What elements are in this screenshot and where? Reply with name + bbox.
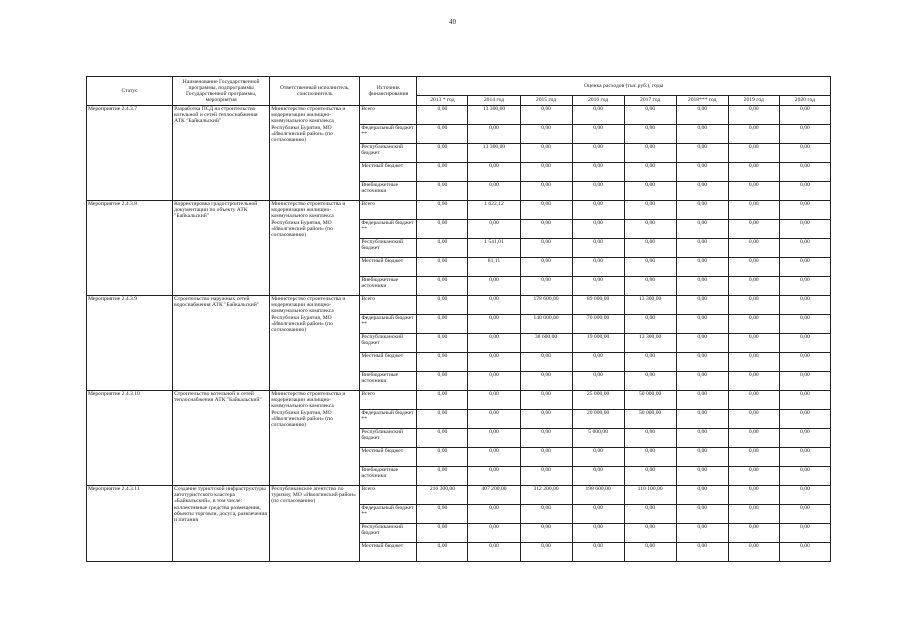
amount-cell: 19 000,00 bbox=[572, 334, 624, 353]
amount-cell: 0,00 bbox=[417, 448, 468, 467]
amount-cell: 89 000,00 bbox=[572, 296, 624, 315]
amount-cell: 0,00 bbox=[417, 220, 468, 239]
measure-name-cell: Создание туристской инфраструктуры автотуристского кластера «Байкальский», в том числе: коллективные средства размещения, объекты торговли, досуга, развлечения и питания bbox=[173, 486, 270, 562]
funding-source-cell: Республиканский бюджет bbox=[360, 144, 417, 163]
funding-source-cell: Федеральный бюджет ** bbox=[360, 125, 417, 144]
amount-cell: 0,00 bbox=[417, 391, 468, 410]
amount-cell: 0,00 bbox=[728, 315, 779, 334]
amount-cell: 0,00 bbox=[779, 106, 830, 125]
funding-source-cell: Федеральный бюджет ** bbox=[360, 315, 417, 334]
amount-cell: 0,00 bbox=[572, 372, 624, 391]
amount-cell: 50 000,00 bbox=[624, 410, 676, 429]
amount-cell: 0,00 bbox=[676, 125, 728, 144]
amount-cell: 0,00 bbox=[572, 182, 624, 201]
header-year: 2017 год bbox=[624, 96, 676, 106]
amount-cell: 0,00 bbox=[624, 315, 676, 334]
amount-cell: 1 622,12 bbox=[468, 201, 520, 220]
amount-cell: 0,00 bbox=[417, 524, 468, 543]
amount-cell: 0,00 bbox=[624, 448, 676, 467]
amount-cell: 0,00 bbox=[676, 391, 728, 410]
amount-cell: 0,00 bbox=[520, 277, 572, 296]
amount-cell: 0,00 bbox=[728, 106, 779, 125]
amount-cell: 0,00 bbox=[520, 106, 572, 125]
amount-cell: 0,00 bbox=[779, 353, 830, 372]
amount-cell: 178 600,00 bbox=[520, 296, 572, 315]
amount-cell: 0,00 bbox=[417, 372, 468, 391]
funding-source-cell: Внебюджетные источники bbox=[360, 182, 417, 201]
amount-cell: 0,00 bbox=[728, 353, 779, 372]
funding-source-cell: Внебюджетные источники bbox=[360, 277, 417, 296]
header-year: 2015 год bbox=[520, 96, 572, 106]
amount-cell: 0,00 bbox=[624, 429, 676, 448]
status-cell: Мероприятие 2.4.3.7 bbox=[87, 106, 173, 201]
amount-cell: 0,00 bbox=[624, 125, 676, 144]
funding-source-cell: Республиканский бюджет bbox=[360, 334, 417, 353]
amount-cell: 0,00 bbox=[624, 277, 676, 296]
amount-cell: 0,00 bbox=[676, 277, 728, 296]
amount-cell: 0,00 bbox=[624, 258, 676, 277]
amount-cell: 0,00 bbox=[417, 239, 468, 258]
amount-cell: 0,00 bbox=[676, 353, 728, 372]
amount-cell: 0,00 bbox=[468, 391, 520, 410]
amount-cell: 0,00 bbox=[572, 239, 624, 258]
amount-cell: 0,00 bbox=[572, 125, 624, 144]
budget-table bbox=[86, 76, 831, 562]
amount-cell: 0,00 bbox=[520, 391, 572, 410]
amount-cell: 0,00 bbox=[468, 448, 520, 467]
amount-cell: 0,00 bbox=[676, 410, 728, 429]
amount-cell: 0,00 bbox=[676, 106, 728, 125]
table-row bbox=[87, 296, 831, 315]
page-number: 40 bbox=[449, 18, 456, 26]
funding-source-cell: Республиканский бюджет bbox=[360, 239, 417, 258]
amount-cell: 0,00 bbox=[624, 144, 676, 163]
executor-cell: Министерство строительства и модернизации жилищно-коммунального комплекса Республики Бурятия, МО «Иволгинский район» (по согласованию) bbox=[270, 296, 360, 391]
amount-cell: 0,00 bbox=[676, 296, 728, 315]
amount-cell: 0,00 bbox=[779, 505, 830, 524]
amount-cell: 0,00 bbox=[417, 505, 468, 524]
amount-cell: 5 000,00 bbox=[572, 429, 624, 448]
amount-cell: 0,00 bbox=[417, 353, 468, 372]
amount-cell: 0,00 bbox=[676, 220, 728, 239]
amount-cell: 0,00 bbox=[417, 467, 468, 486]
amount-cell: 0,00 bbox=[572, 543, 624, 562]
amount-cell: 0,00 bbox=[728, 239, 779, 258]
executor-cell: Министерство строительства и модернизации жилищно-коммунального комплекса Республики Бурятия, МО «Иволгинский район» (по согласованию) bbox=[270, 201, 360, 296]
executor-cell: Министерство строительства и модернизации жилищно-коммунального комплекса Республики Бурятия, МО «Иволгинский район» (по согласованию) bbox=[270, 106, 360, 201]
header-executor: Ответственный исполнитель, соисполнитель bbox=[270, 77, 360, 106]
amount-cell: 13 300,00 bbox=[468, 144, 520, 163]
amount-cell: 0,00 bbox=[779, 429, 830, 448]
amount-cell: 407 200,00 bbox=[468, 486, 520, 505]
amount-cell: 0,00 bbox=[728, 410, 779, 429]
amount-cell: 0,00 bbox=[417, 429, 468, 448]
amount-cell: 0,00 bbox=[779, 296, 830, 315]
amount-cell: 0,00 bbox=[468, 524, 520, 543]
amount-cell: 0,00 bbox=[468, 543, 520, 562]
amount-cell: 0,00 bbox=[520, 201, 572, 220]
amount-cell: 0,00 bbox=[728, 144, 779, 163]
amount-cell: 0,00 bbox=[728, 125, 779, 144]
amount-cell: 0,00 bbox=[676, 448, 728, 467]
amount-cell: 0,00 bbox=[468, 296, 520, 315]
measure-name-cell: Корректировка градостроительной документации по объекту АТК "Байкальский" bbox=[173, 201, 270, 296]
measure-name-cell: Строительство наружных сетей водоснабжения АТК "Байкальский" bbox=[173, 296, 270, 391]
amount-cell: 0,00 bbox=[572, 163, 624, 182]
amount-cell: 0,00 bbox=[520, 467, 572, 486]
amount-cell: 0,00 bbox=[779, 486, 830, 505]
amount-cell: 312 200,00 bbox=[520, 486, 572, 505]
amount-cell: 0,00 bbox=[572, 467, 624, 486]
amount-cell: 0,00 bbox=[572, 220, 624, 239]
funding-source-cell: Внебюджетные источники bbox=[360, 467, 417, 486]
amount-cell: 0,00 bbox=[417, 315, 468, 334]
funding-source-cell: Местный бюджет bbox=[360, 353, 417, 372]
amount-cell: 0,00 bbox=[728, 448, 779, 467]
amount-cell: 0,00 bbox=[572, 106, 624, 125]
amount-cell: 0,00 bbox=[624, 182, 676, 201]
amount-cell: 0,00 bbox=[417, 258, 468, 277]
amount-cell: 0,00 bbox=[676, 315, 728, 334]
header-year: 2020 год bbox=[779, 96, 830, 106]
header-status: Статус bbox=[87, 77, 173, 106]
funding-source-cell: Всего bbox=[360, 201, 417, 220]
amount-cell: 0,00 bbox=[779, 315, 830, 334]
funding-source-cell: Всего bbox=[360, 486, 417, 505]
amount-cell: 0,00 bbox=[676, 163, 728, 182]
amount-cell: 0,00 bbox=[676, 505, 728, 524]
executor-cell: Республиканское агентство по туризму, МО «Иволгинский район» (по согласованию) bbox=[270, 486, 360, 562]
amount-cell: 0,00 bbox=[520, 258, 572, 277]
funding-source-cell: Республиканский бюджет bbox=[360, 524, 417, 543]
amount-cell: 0,00 bbox=[728, 296, 779, 315]
amount-cell: 0,00 bbox=[520, 144, 572, 163]
amount-cell: 0,00 bbox=[728, 258, 779, 277]
amount-cell: 0,00 bbox=[572, 505, 624, 524]
amount-cell: 0,00 bbox=[572, 144, 624, 163]
amount-cell: 0,00 bbox=[468, 505, 520, 524]
amount-cell: 0,00 bbox=[779, 372, 830, 391]
amount-cell: 0,00 bbox=[779, 220, 830, 239]
amount-cell: 0,00 bbox=[676, 486, 728, 505]
status-cell: Мероприятие 2.4.3.8 bbox=[87, 201, 173, 296]
amount-cell: 0,00 bbox=[572, 448, 624, 467]
amount-cell: 0,00 bbox=[676, 258, 728, 277]
amount-cell: 0,00 bbox=[779, 524, 830, 543]
amount-cell: 0,00 bbox=[520, 372, 572, 391]
status-cell: Мероприятие 2.4.3.10 bbox=[87, 391, 173, 486]
amount-cell: 0,00 bbox=[779, 543, 830, 562]
funding-source-cell: Местный бюджет bbox=[360, 448, 417, 467]
amount-cell: 20 000,00 bbox=[572, 410, 624, 429]
amount-cell: 0,00 bbox=[728, 334, 779, 353]
amount-cell: 0,00 bbox=[417, 334, 468, 353]
amount-cell: 0,00 bbox=[520, 429, 572, 448]
amount-cell: 0,00 bbox=[779, 144, 830, 163]
header-year: 2016 год bbox=[572, 96, 624, 106]
amount-cell: 216 300,00 bbox=[417, 486, 468, 505]
amount-cell: 0,00 bbox=[417, 144, 468, 163]
amount-cell: 0,00 bbox=[417, 277, 468, 296]
table-row bbox=[87, 201, 831, 220]
amount-cell: 0,00 bbox=[417, 125, 468, 144]
amount-cell: 0,00 bbox=[520, 524, 572, 543]
amount-cell: 0,00 bbox=[728, 201, 779, 220]
funding-source-cell: Федеральный бюджет ** bbox=[360, 410, 417, 429]
amount-cell: 0,00 bbox=[728, 277, 779, 296]
amount-cell: 0,00 bbox=[779, 410, 830, 429]
funding-source-cell: Всего bbox=[360, 106, 417, 125]
amount-cell: 0,00 bbox=[779, 182, 830, 201]
amount-cell: 1 541,01 bbox=[468, 239, 520, 258]
measure-name-cell: Разработка ПСД на строительство котельной и сетей теплоснабжения АТК "Байкальский" bbox=[173, 106, 270, 201]
amount-cell: 13 300,00 bbox=[624, 334, 676, 353]
amount-cell: 0,00 bbox=[624, 372, 676, 391]
funding-source-cell: Местный бюджет bbox=[360, 258, 417, 277]
amount-cell: 0,00 bbox=[468, 353, 520, 372]
amount-cell: 0,00 bbox=[779, 239, 830, 258]
amount-cell: 0,00 bbox=[468, 125, 520, 144]
table-row bbox=[87, 486, 831, 505]
amount-cell: 0,00 bbox=[572, 277, 624, 296]
amount-cell: 0,00 bbox=[468, 334, 520, 353]
funding-source-cell: Федеральный бюджет ** bbox=[360, 220, 417, 239]
amount-cell: 25 000,00 bbox=[572, 391, 624, 410]
amount-cell: 0,00 bbox=[520, 353, 572, 372]
amount-cell: 0,00 bbox=[676, 524, 728, 543]
amount-cell: 0,00 bbox=[468, 277, 520, 296]
amount-cell: 0,00 bbox=[728, 372, 779, 391]
amount-cell: 0,00 bbox=[779, 467, 830, 486]
amount-cell: 0,00 bbox=[676, 467, 728, 486]
amount-cell: 0,00 bbox=[676, 201, 728, 220]
header-name: Наименование Государственной программы, подпрограммы Государственной программы, мероприятия bbox=[173, 77, 270, 106]
amount-cell: 0,00 bbox=[572, 201, 624, 220]
header-year: 2018*** год bbox=[676, 96, 728, 106]
amount-cell: 0,00 bbox=[728, 543, 779, 562]
amount-cell: 70 000,00 bbox=[572, 315, 624, 334]
amount-cell: 50 000,00 bbox=[624, 391, 676, 410]
amount-cell: 0,00 bbox=[417, 296, 468, 315]
amount-cell: 0,00 bbox=[572, 353, 624, 372]
header-year: 2019 год bbox=[728, 96, 779, 106]
status-cell: Мероприятие 2.4.3.11 bbox=[87, 486, 173, 562]
funding-source-cell: Всего bbox=[360, 296, 417, 315]
amount-cell: 0,00 bbox=[676, 239, 728, 258]
amount-cell: 0,00 bbox=[468, 410, 520, 429]
amount-cell: 0,00 bbox=[728, 220, 779, 239]
amount-cell: 0,00 bbox=[520, 505, 572, 524]
amount-cell: 0,00 bbox=[728, 505, 779, 524]
amount-cell: 0,00 bbox=[728, 429, 779, 448]
amount-cell: 0,00 bbox=[728, 467, 779, 486]
amount-cell: 0,00 bbox=[520, 125, 572, 144]
amount-cell: 0,00 bbox=[779, 125, 830, 144]
funding-source-cell: Всего bbox=[360, 391, 417, 410]
amount-cell: 0,00 bbox=[468, 182, 520, 201]
amount-cell: 0,00 bbox=[417, 410, 468, 429]
amount-cell: 0,00 bbox=[676, 372, 728, 391]
amount-cell: 0,00 bbox=[779, 448, 830, 467]
header-source: Источник финансирования bbox=[360, 77, 417, 106]
amount-cell: 13 300,00 bbox=[468, 106, 520, 125]
amount-cell: 0,00 bbox=[572, 524, 624, 543]
funding-source-cell: Местный бюджет bbox=[360, 543, 417, 562]
amount-cell: 110 100,00 bbox=[624, 486, 676, 505]
amount-cell: 0,00 bbox=[468, 163, 520, 182]
amount-cell: 0,00 bbox=[728, 182, 779, 201]
funding-source-cell: Федеральный бюджет ** bbox=[360, 505, 417, 524]
amount-cell: 0,00 bbox=[624, 163, 676, 182]
funding-source-cell: Республиканский бюджет bbox=[360, 429, 417, 448]
amount-cell: 0,00 bbox=[520, 220, 572, 239]
amount-cell: 0,00 bbox=[624, 239, 676, 258]
amount-cell: 0,00 bbox=[468, 220, 520, 239]
amount-cell: 0,00 bbox=[624, 220, 676, 239]
amount-cell: 0,00 bbox=[624, 467, 676, 486]
amount-cell: 198 600,00 bbox=[572, 486, 624, 505]
amount-cell: 0,00 bbox=[624, 201, 676, 220]
amount-cell: 0,00 bbox=[520, 239, 572, 258]
amount-cell: 0,00 bbox=[520, 410, 572, 429]
amount-cell: 0,00 bbox=[468, 372, 520, 391]
measure-name-cell: Строительство котельной и сетей теплоснабжения АТК "Байкальский" bbox=[173, 391, 270, 486]
amount-cell: 0,00 bbox=[468, 467, 520, 486]
amount-cell: 0,00 bbox=[676, 429, 728, 448]
amount-cell: 0,00 bbox=[468, 429, 520, 448]
amount-cell: 0,00 bbox=[779, 201, 830, 220]
amount-cell: 0,00 bbox=[676, 144, 728, 163]
amount-cell: 0,00 bbox=[417, 201, 468, 220]
amount-cell: 13 300,00 bbox=[624, 296, 676, 315]
table-row bbox=[87, 106, 831, 125]
amount-cell: 0,00 bbox=[417, 106, 468, 125]
amount-cell: 0,00 bbox=[468, 315, 520, 334]
amount-cell: 0,00 bbox=[624, 353, 676, 372]
funding-source-cell: Внебюджетные источники bbox=[360, 372, 417, 391]
amount-cell: 38 600,00 bbox=[520, 334, 572, 353]
executor-cell: Министерство строительства и модернизации жилищно-коммунального комплекса Республики Бурятия, МО «Иволгинский район» (по согласованию) bbox=[270, 391, 360, 486]
amount-cell: 0,00 bbox=[779, 277, 830, 296]
amount-cell: 0,00 bbox=[417, 182, 468, 201]
amount-cell: 0,00 bbox=[520, 163, 572, 182]
amount-cell: 0,00 bbox=[624, 505, 676, 524]
amount-cell: 0,00 bbox=[520, 448, 572, 467]
amount-cell: 0,00 bbox=[676, 182, 728, 201]
amount-cell: 0,00 bbox=[417, 543, 468, 562]
amount-cell: 0,00 bbox=[779, 391, 830, 410]
header-year: 2014 год bbox=[468, 96, 520, 106]
amount-cell: 0,00 bbox=[624, 524, 676, 543]
amount-cell: 0,00 bbox=[779, 163, 830, 182]
amount-cell: 0,00 bbox=[520, 543, 572, 562]
amount-cell: 140 000,00 bbox=[520, 315, 572, 334]
header-year: 2013 * год bbox=[417, 96, 468, 106]
amount-cell: 0,00 bbox=[520, 182, 572, 201]
amount-cell: 0,00 bbox=[728, 163, 779, 182]
amount-cell: 0,00 bbox=[676, 334, 728, 353]
amount-cell: 0,00 bbox=[728, 391, 779, 410]
amount-cell: 0,00 bbox=[728, 486, 779, 505]
amount-cell: 0,00 bbox=[417, 163, 468, 182]
header-estimate: Оценка расходов (тыс.руб.), годы bbox=[417, 77, 831, 96]
amount-cell: 0,00 bbox=[624, 106, 676, 125]
amount-cell: 0,00 bbox=[728, 524, 779, 543]
funding-source-cell: Местный бюджет bbox=[360, 163, 417, 182]
amount-cell: 0,00 bbox=[624, 543, 676, 562]
table-row bbox=[87, 391, 831, 410]
amount-cell: 81,11 bbox=[468, 258, 520, 277]
amount-cell: 0,00 bbox=[572, 258, 624, 277]
amount-cell: 0,00 bbox=[779, 258, 830, 277]
status-cell: Мероприятие 2.4.3.9 bbox=[87, 296, 173, 391]
table-body bbox=[87, 106, 831, 562]
amount-cell: 0,00 bbox=[779, 334, 830, 353]
amount-cell: 0,00 bbox=[676, 543, 728, 562]
